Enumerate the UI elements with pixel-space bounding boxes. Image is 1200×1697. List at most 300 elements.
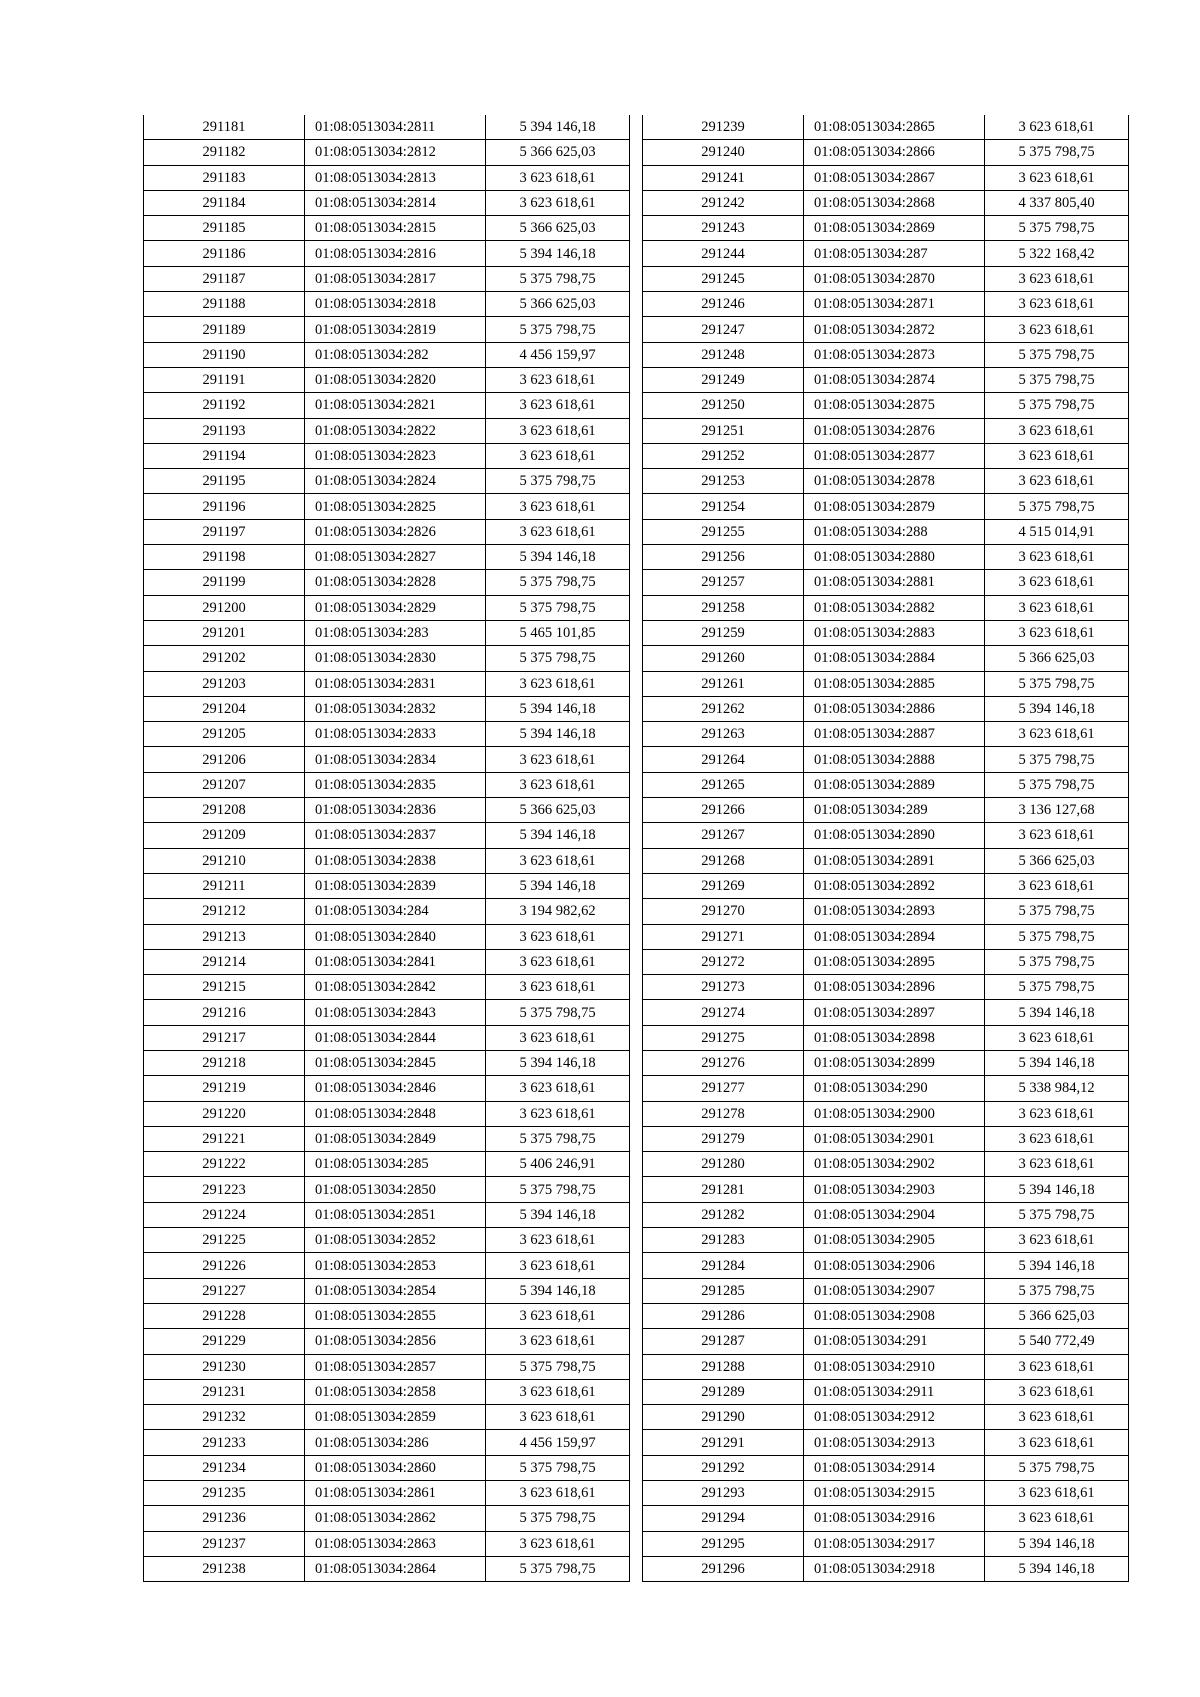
table-row	[144, 924, 630, 949]
table-row	[643, 1303, 1129, 1328]
table-row	[144, 1050, 630, 1075]
row-number-cell: 291283	[643, 1228, 804, 1253]
cadastral-number-cell: 01:08:0513034:2875	[804, 393, 985, 418]
cadastral-value-cell: 5 375 798,75	[985, 1202, 1129, 1227]
left-register-body	[144, 115, 630, 1582]
row-number-cell: 291258	[643, 595, 804, 620]
row-number-cell: 291198	[144, 545, 305, 570]
cadastral-value-cell: 5 375 798,75	[486, 1000, 630, 1025]
cadastral-number-cell: 01:08:0513034:2855	[305, 1303, 486, 1328]
cadastral-value-cell: 4 515 014,91	[985, 519, 1129, 544]
row-number-cell: 291240	[643, 140, 804, 165]
table-row	[643, 1556, 1129, 1581]
row-number-cell: 291199	[144, 570, 305, 595]
cadastral-value-cell: 5 394 146,18	[985, 1177, 1129, 1202]
cadastral-value-cell: 4 337 805,40	[985, 190, 1129, 215]
cadastral-number-cell: 01:08:0513034:2863	[305, 1531, 486, 1556]
row-number-cell: 291243	[643, 216, 804, 241]
cadastral-value-cell: 3 623 618,61	[486, 367, 630, 392]
row-number-cell: 291275	[643, 1025, 804, 1050]
row-number-cell: 291186	[144, 241, 305, 266]
cadastral-value-cell: 5 375 798,75	[985, 342, 1129, 367]
cadastral-value-cell: 3 623 618,61	[985, 1228, 1129, 1253]
cadastral-number-cell: 01:08:0513034:286	[305, 1430, 486, 1455]
row-number-cell: 291210	[144, 848, 305, 873]
table-row	[643, 292, 1129, 317]
row-number-cell: 291269	[643, 873, 804, 898]
cadastral-number-cell: 01:08:0513034:2827	[305, 545, 486, 570]
cadastral-number-cell: 01:08:0513034:2883	[804, 620, 985, 645]
row-number-cell: 291262	[643, 696, 804, 721]
table-row	[643, 1025, 1129, 1050]
cadastral-number-cell: 01:08:0513034:2837	[305, 823, 486, 848]
cadastral-number-cell: 01:08:0513034:2853	[305, 1253, 486, 1278]
table-row	[144, 266, 630, 291]
table-row	[144, 696, 630, 721]
row-number-cell: 291195	[144, 469, 305, 494]
cadastral-number-cell: 01:08:0513034:2852	[305, 1228, 486, 1253]
cadastral-value-cell: 3 623 618,61	[985, 1126, 1129, 1151]
table-row	[643, 443, 1129, 468]
row-number-cell: 291277	[643, 1076, 804, 1101]
table-row	[144, 1379, 630, 1404]
table-row	[144, 747, 630, 772]
cadastral-number-cell: 01:08:0513034:2858	[305, 1379, 486, 1404]
cadastral-number-cell: 01:08:0513034:2894	[804, 924, 985, 949]
cadastral-value-cell: 3 623 618,61	[985, 443, 1129, 468]
row-number-cell: 291293	[643, 1481, 804, 1506]
row-number-cell: 291257	[643, 570, 804, 595]
row-number-cell: 291268	[643, 848, 804, 873]
table-row	[643, 722, 1129, 747]
table-row	[144, 798, 630, 823]
cadastral-number-cell: 01:08:0513034:2878	[804, 469, 985, 494]
row-number-cell: 291251	[643, 418, 804, 443]
row-number-cell: 291217	[144, 1025, 305, 1050]
cadastral-number-cell: 01:08:0513034:2859	[305, 1405, 486, 1430]
table-row	[144, 1430, 630, 1455]
cadastral-value-cell: 3 623 618,61	[985, 570, 1129, 595]
table-row	[144, 570, 630, 595]
cadastral-value-cell: 3 623 618,61	[985, 1354, 1129, 1379]
cadastral-number-cell: 01:08:0513034:2915	[804, 1481, 985, 1506]
cadastral-value-cell: 3 623 618,61	[486, 1101, 630, 1126]
table-row	[643, 772, 1129, 797]
row-number-cell: 291213	[144, 924, 305, 949]
table-row	[643, 1253, 1129, 1278]
cadastral-value-cell: 3 623 618,61	[486, 1303, 630, 1328]
row-number-cell: 291183	[144, 165, 305, 190]
cadastral-number-cell: 01:08:0513034:2872	[804, 317, 985, 342]
row-number-cell: 291211	[144, 873, 305, 898]
cadastral-value-cell: 5 375 798,75	[985, 949, 1129, 974]
cadastral-value-cell: 5 375 798,75	[486, 595, 630, 620]
row-number-cell: 291216	[144, 1000, 305, 1025]
cadastral-value-cell: 3 194 982,62	[486, 899, 630, 924]
cadastral-value-cell: 3 623 618,61	[985, 1152, 1129, 1177]
cadastral-number-cell: 01:08:0513034:2905	[804, 1228, 985, 1253]
table-row	[144, 873, 630, 898]
cadastral-value-cell: 3 623 618,61	[985, 317, 1129, 342]
cadastral-number-cell: 01:08:0513034:2912	[804, 1405, 985, 1430]
table-row	[144, 165, 630, 190]
cadastral-value-cell: 5 375 798,75	[486, 469, 630, 494]
cadastral-number-cell: 01:08:0513034:2814	[305, 190, 486, 215]
cadastral-number-cell: 01:08:0513034:2910	[804, 1354, 985, 1379]
row-number-cell: 291184	[144, 190, 305, 215]
table-row	[144, 1202, 630, 1227]
cadastral-number-cell: 01:08:0513034:2861	[305, 1481, 486, 1506]
cadastral-number-cell: 01:08:0513034:2864	[305, 1556, 486, 1581]
row-number-cell: 291235	[144, 1481, 305, 1506]
row-number-cell: 291296	[643, 1556, 804, 1581]
cadastral-number-cell: 01:08:0513034:2860	[305, 1455, 486, 1480]
cadastral-value-cell: 3 623 618,61	[985, 620, 1129, 645]
table-row	[144, 1354, 630, 1379]
cadastral-value-cell: 3 623 618,61	[486, 671, 630, 696]
cadastral-number-cell: 01:08:0513034:2829	[305, 595, 486, 620]
cadastral-value-cell: 3 623 618,61	[486, 443, 630, 468]
cadastral-number-cell: 01:08:0513034:2888	[804, 747, 985, 772]
cadastral-number-cell: 01:08:0513034:2822	[305, 418, 486, 443]
table-row	[643, 1531, 1129, 1556]
cadastral-value-cell: 3 623 618,61	[486, 1329, 630, 1354]
cadastral-value-cell: 5 366 625,03	[486, 292, 630, 317]
table-row	[144, 545, 630, 570]
row-number-cell: 291204	[144, 696, 305, 721]
cadastral-value-cell: 5 375 798,75	[486, 1177, 630, 1202]
row-number-cell: 291280	[643, 1152, 804, 1177]
cadastral-number-cell: 01:08:0513034:2824	[305, 469, 486, 494]
row-number-cell: 291230	[144, 1354, 305, 1379]
table-row	[643, 696, 1129, 721]
table-row	[144, 899, 630, 924]
cadastral-value-cell: 3 623 618,61	[985, 823, 1129, 848]
row-number-cell: 291279	[643, 1126, 804, 1151]
row-number-cell: 291256	[643, 545, 804, 570]
cadastral-value-cell: 5 375 798,75	[486, 317, 630, 342]
cadastral-value-cell: 5 366 625,03	[985, 848, 1129, 873]
cadastral-number-cell: 01:08:0513034:2891	[804, 848, 985, 873]
row-number-cell: 291188	[144, 292, 305, 317]
table-row	[643, 469, 1129, 494]
row-number-cell: 291266	[643, 798, 804, 823]
table-row	[144, 115, 630, 140]
table-row	[643, 1455, 1129, 1480]
cadastral-value-cell: 5 465 101,85	[486, 620, 630, 645]
table-row	[144, 1253, 630, 1278]
table-row	[643, 1329, 1129, 1354]
table-row	[144, 519, 630, 544]
cadastral-number-cell: 01:08:0513034:2877	[804, 443, 985, 468]
cadastral-value-cell: 3 623 618,61	[985, 595, 1129, 620]
cadastral-number-cell: 01:08:0513034:2917	[804, 1531, 985, 1556]
cadastral-value-cell: 3 623 618,61	[985, 1430, 1129, 1455]
row-number-cell: 291182	[144, 140, 305, 165]
row-number-cell: 291226	[144, 1253, 305, 1278]
row-number-cell: 291208	[144, 798, 305, 823]
cadastral-number-cell: 01:08:0513034:2884	[804, 646, 985, 671]
cadastral-value-cell: 5 375 798,75	[985, 367, 1129, 392]
row-number-cell: 291227	[144, 1278, 305, 1303]
table-row	[144, 317, 630, 342]
row-number-cell: 291254	[643, 494, 804, 519]
cadastral-value-cell: 3 623 618,61	[985, 1405, 1129, 1430]
cadastral-value-cell: 5 375 798,75	[985, 772, 1129, 797]
cadastral-value-cell: 5 394 146,18	[985, 1531, 1129, 1556]
table-row	[643, 519, 1129, 544]
cadastral-number-cell: 01:08:0513034:2854	[305, 1278, 486, 1303]
table-row	[144, 722, 630, 747]
table-row	[643, 241, 1129, 266]
row-number-cell: 291219	[144, 1076, 305, 1101]
table-row	[144, 975, 630, 1000]
table-row	[643, 393, 1129, 418]
table-row	[144, 1303, 630, 1328]
cadastral-number-cell: 01:08:0513034:2825	[305, 494, 486, 519]
cadastral-number-cell: 01:08:0513034:2913	[804, 1430, 985, 1455]
table-row	[144, 241, 630, 266]
cadastral-number-cell: 01:08:0513034:2828	[305, 570, 486, 595]
cadastral-value-cell: 5 394 146,18	[985, 1556, 1129, 1581]
row-number-cell: 291289	[643, 1379, 804, 1404]
cadastral-value-cell: 5 366 625,03	[486, 216, 630, 241]
cadastral-value-cell: 5 338 984,12	[985, 1076, 1129, 1101]
cadastral-number-cell: 01:08:0513034:2907	[804, 1278, 985, 1303]
row-number-cell: 291290	[643, 1405, 804, 1430]
cadastral-value-cell: 5 375 798,75	[486, 1126, 630, 1151]
cadastral-number-cell: 01:08:0513034:283	[305, 620, 486, 645]
table-row	[144, 140, 630, 165]
row-number-cell: 291286	[643, 1303, 804, 1328]
cadastral-number-cell: 01:08:0513034:291	[804, 1329, 985, 1354]
row-number-cell: 291274	[643, 1000, 804, 1025]
cadastral-number-cell: 01:08:0513034:2908	[804, 1303, 985, 1328]
row-number-cell: 291215	[144, 975, 305, 1000]
row-number-cell: 291270	[643, 899, 804, 924]
cadastral-number-cell: 01:08:0513034:2846	[305, 1076, 486, 1101]
table-row	[144, 418, 630, 443]
cadastral-number-cell: 01:08:0513034:2871	[804, 292, 985, 317]
cadastral-value-cell: 5 394 146,18	[985, 1253, 1129, 1278]
cadastral-number-cell: 01:08:0513034:284	[305, 899, 486, 924]
table-row	[643, 1506, 1129, 1531]
cadastral-value-cell: 5 394 146,18	[486, 1278, 630, 1303]
cadastral-number-cell: 01:08:0513034:2845	[305, 1050, 486, 1075]
cadastral-number-cell: 01:08:0513034:2843	[305, 1000, 486, 1025]
table-row	[643, 1430, 1129, 1455]
table-row	[144, 1152, 630, 1177]
table-row	[643, 798, 1129, 823]
cadastral-number-cell: 01:08:0513034:2897	[804, 1000, 985, 1025]
table-row	[144, 469, 630, 494]
cadastral-value-cell: 5 394 146,18	[486, 241, 630, 266]
table-row	[144, 1177, 630, 1202]
row-number-cell: 291260	[643, 646, 804, 671]
cadastral-value-cell: 5 375 798,75	[486, 1506, 630, 1531]
table-row	[643, 342, 1129, 367]
table-row	[144, 1405, 630, 1430]
row-number-cell: 291209	[144, 823, 305, 848]
row-number-cell: 291281	[643, 1177, 804, 1202]
row-number-cell: 291291	[643, 1430, 804, 1455]
row-number-cell: 291225	[144, 1228, 305, 1253]
row-number-cell: 291265	[643, 772, 804, 797]
cadastral-number-cell: 01:08:0513034:2838	[305, 848, 486, 873]
row-number-cell: 291229	[144, 1329, 305, 1354]
cadastral-number-cell: 01:08:0513034:2820	[305, 367, 486, 392]
table-row	[643, 115, 1129, 140]
row-number-cell: 291181	[144, 115, 305, 140]
cadastral-number-cell: 01:08:0513034:2862	[305, 1506, 486, 1531]
cadastral-number-cell: 01:08:0513034:2887	[804, 722, 985, 747]
table-row	[144, 393, 630, 418]
cadastral-number-cell: 01:08:0513034:2842	[305, 975, 486, 1000]
cadastral-number-cell: 01:08:0513034:2823	[305, 443, 486, 468]
table-row	[144, 595, 630, 620]
table-row	[144, 1228, 630, 1253]
table-row	[144, 646, 630, 671]
cadastral-value-cell: 5 375 798,75	[985, 393, 1129, 418]
cadastral-value-cell: 3 623 618,61	[486, 1228, 630, 1253]
cadastral-value-cell: 5 375 798,75	[985, 494, 1129, 519]
table-row	[144, 1000, 630, 1025]
cadastral-number-cell: 01:08:0513034:2911	[804, 1379, 985, 1404]
row-number-cell: 291276	[643, 1050, 804, 1075]
cadastral-value-cell: 5 375 798,75	[985, 140, 1129, 165]
cadastral-number-cell: 01:08:0513034:2817	[305, 266, 486, 291]
row-number-cell: 291285	[643, 1278, 804, 1303]
row-number-cell: 291288	[643, 1354, 804, 1379]
row-number-cell: 291259	[643, 620, 804, 645]
table-row	[643, 1379, 1129, 1404]
cadastral-value-cell: 3 623 618,61	[486, 1481, 630, 1506]
cadastral-number-cell: 01:08:0513034:2895	[804, 949, 985, 974]
table-row	[144, 1481, 630, 1506]
cadastral-number-cell: 01:08:0513034:2826	[305, 519, 486, 544]
row-number-cell: 291231	[144, 1379, 305, 1404]
row-number-cell: 291223	[144, 1177, 305, 1202]
cadastral-value-cell: 3 623 618,61	[486, 924, 630, 949]
cadastral-value-cell: 5 394 146,18	[486, 823, 630, 848]
row-number-cell: 291234	[144, 1455, 305, 1480]
table-row	[643, 570, 1129, 595]
cadastral-number-cell: 01:08:0513034:2833	[305, 722, 486, 747]
left-register-table	[143, 115, 630, 1582]
row-number-cell: 291233	[144, 1430, 305, 1455]
cadastral-number-cell: 01:08:0513034:2889	[804, 772, 985, 797]
cadastral-value-cell: 5 366 625,03	[985, 646, 1129, 671]
cadastral-number-cell: 01:08:0513034:2844	[305, 1025, 486, 1050]
cadastral-value-cell: 5 375 798,75	[985, 975, 1129, 1000]
row-number-cell: 291253	[643, 469, 804, 494]
table-row	[144, 342, 630, 367]
cadastral-number-cell: 01:08:0513034:2830	[305, 646, 486, 671]
right-register-body	[643, 115, 1129, 1582]
row-number-cell: 291221	[144, 1126, 305, 1151]
cadastral-value-cell: 3 623 618,61	[486, 165, 630, 190]
cadastral-number-cell: 01:08:0513034:2896	[804, 975, 985, 1000]
table-row	[643, 747, 1129, 772]
cadastral-value-cell: 3 136 127,68	[985, 798, 1129, 823]
cadastral-value-cell: 3 623 618,61	[486, 747, 630, 772]
cadastral-value-cell: 4 456 159,97	[486, 1430, 630, 1455]
row-number-cell: 291271	[643, 924, 804, 949]
cadastral-value-cell: 5 394 146,18	[985, 696, 1129, 721]
row-number-cell: 291248	[643, 342, 804, 367]
cadastral-value-cell: 5 375 798,75	[486, 1556, 630, 1581]
cadastral-number-cell: 01:08:0513034:2815	[305, 216, 486, 241]
table-row	[144, 1329, 630, 1354]
row-number-cell: 291238	[144, 1556, 305, 1581]
table-row	[144, 1531, 630, 1556]
row-number-cell: 291287	[643, 1329, 804, 1354]
table-row	[643, 1000, 1129, 1025]
cadastral-number-cell: 01:08:0513034:2849	[305, 1126, 486, 1151]
table-row	[144, 823, 630, 848]
table-row	[643, 1481, 1129, 1506]
cadastral-number-cell: 01:08:0513034:2890	[804, 823, 985, 848]
row-number-cell: 291295	[643, 1531, 804, 1556]
cadastral-number-cell: 01:08:0513034:2882	[804, 595, 985, 620]
cadastral-number-cell: 01:08:0513034:2874	[804, 367, 985, 392]
table-row	[144, 671, 630, 696]
cadastral-number-cell: 01:08:0513034:2879	[804, 494, 985, 519]
cadastral-number-cell: 01:08:0513034:2904	[804, 1202, 985, 1227]
cadastral-value-cell: 5 375 798,75	[486, 646, 630, 671]
table-row	[643, 620, 1129, 645]
row-number-cell: 291241	[643, 165, 804, 190]
cadastral-value-cell: 3 623 618,61	[985, 165, 1129, 190]
cadastral-value-cell: 5 394 146,18	[486, 722, 630, 747]
cadastral-value-cell: 3 623 618,61	[985, 873, 1129, 898]
table-row	[643, 1076, 1129, 1101]
row-number-cell: 291206	[144, 747, 305, 772]
table-row	[144, 1278, 630, 1303]
cadastral-value-cell: 5 394 146,18	[486, 115, 630, 140]
cadastral-number-cell: 01:08:0513034:2819	[305, 317, 486, 342]
cadastral-value-cell: 5 375 798,75	[985, 216, 1129, 241]
row-number-cell: 291247	[643, 317, 804, 342]
cadastral-value-cell: 3 623 618,61	[486, 1076, 630, 1101]
cadastral-value-cell: 5 540 772,49	[985, 1329, 1129, 1354]
table-row	[643, 823, 1129, 848]
row-number-cell: 291242	[643, 190, 804, 215]
row-number-cell: 291196	[144, 494, 305, 519]
table-row	[144, 1506, 630, 1531]
table-row	[643, 873, 1129, 898]
cadastral-number-cell: 01:08:0513034:2821	[305, 393, 486, 418]
cadastral-number-cell: 01:08:0513034:2876	[804, 418, 985, 443]
table-row	[144, 190, 630, 215]
cadastral-number-cell: 01:08:0513034:2835	[305, 772, 486, 797]
row-number-cell: 291201	[144, 620, 305, 645]
cadastral-value-cell: 5 394 146,18	[486, 1050, 630, 1075]
row-number-cell: 291263	[643, 722, 804, 747]
row-number-cell: 291203	[144, 671, 305, 696]
cadastral-number-cell: 01:08:0513034:2856	[305, 1329, 486, 1354]
row-number-cell: 291200	[144, 595, 305, 620]
row-number-cell: 291189	[144, 317, 305, 342]
cadastral-number-cell: 01:08:0513034:2841	[305, 949, 486, 974]
row-number-cell: 291250	[643, 393, 804, 418]
row-number-cell: 291261	[643, 671, 804, 696]
row-number-cell: 291292	[643, 1455, 804, 1480]
cadastral-number-cell: 01:08:0513034:2918	[804, 1556, 985, 1581]
cadastral-value-cell: 3 623 618,61	[486, 519, 630, 544]
table-row	[643, 317, 1129, 342]
table-row	[643, 671, 1129, 696]
